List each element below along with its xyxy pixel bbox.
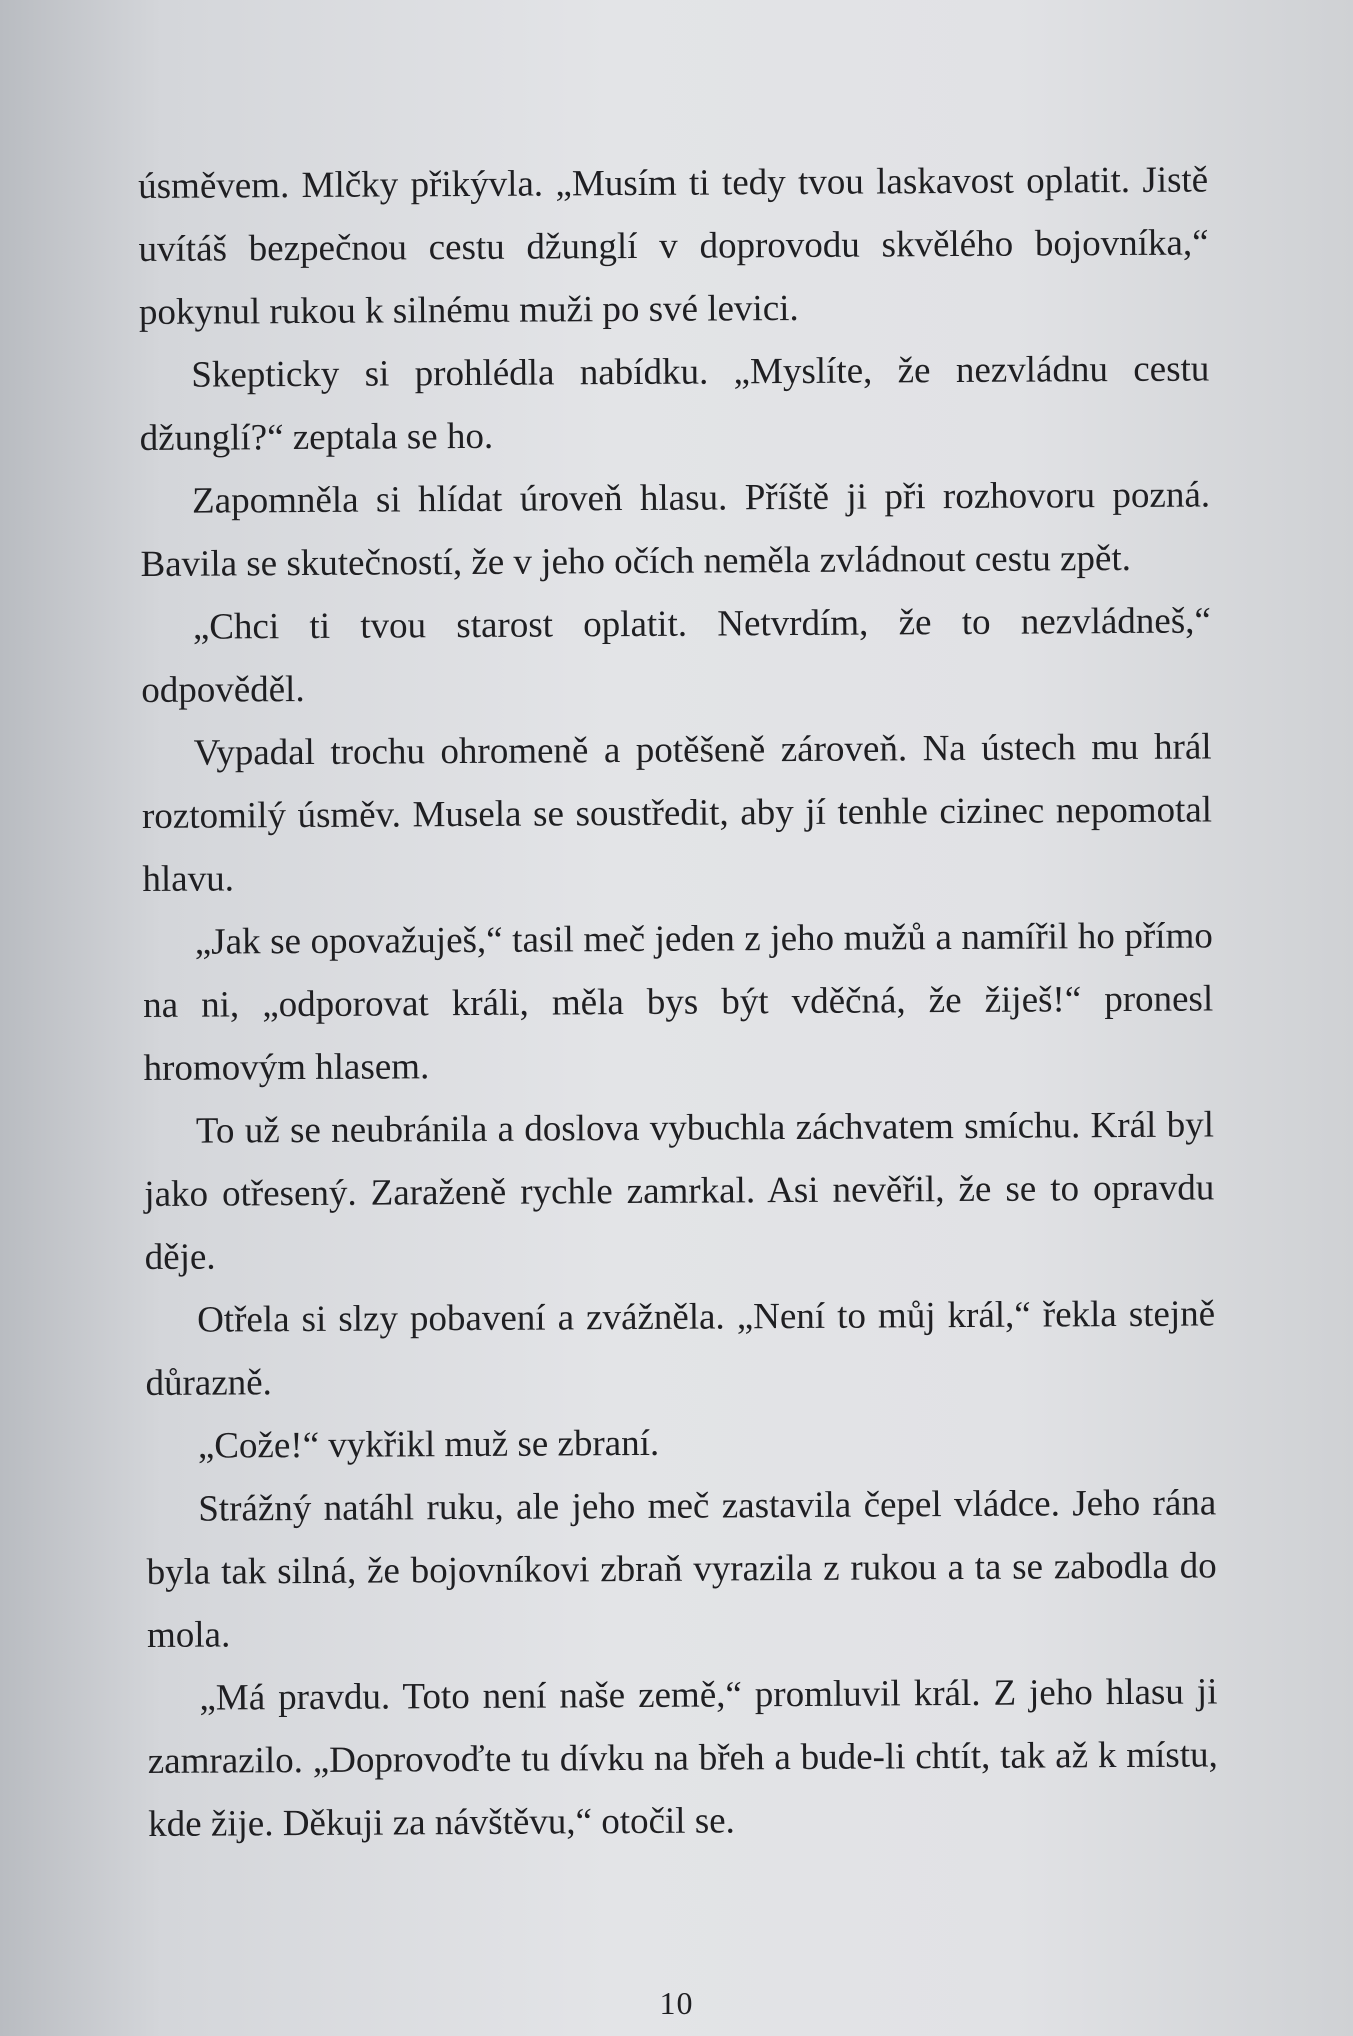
paragraph-7: To už se neubránila a doslova vybuchla záchvatem smíchu. Král byl jako otřesený. Zaraženě rychle zamrkal. Asi nevěřil, že se to opravdu děje. xyxy=(144,1104,1215,1278)
paragraph-5: Vypadal trochu ohromeně a potěšeně zároveň. Na ústech mu hrál roztomilý úsměv. Musela se soustředit, aby jí tenhle cizinec nepomotal hlavu. xyxy=(141,726,1213,900)
paragraph-6: „Jak se opovažuješ,“ tasil meč jeden z jeho mužů a namířil ho přímo na ni, „odporovat králi, měla bys být vděčná, že žiješ!“ pronesl hromovým hlasem. xyxy=(143,915,1214,1089)
paragraph-11: „Má pravdu. Toto není naše země,“ promluvil král. Z jeho hlasu ji zamrazilo. „Doprovoďte tu dívku na břeh a bude-li chtít, tak až k místu, kde žije. Děkuji za návštěvu,“ otočil se. xyxy=(147,1671,1218,1845)
paragraph-8: Otřela si slzy pobavení a zvážněla. „Není to můj král,“ řekla stejně důrazně. xyxy=(145,1293,1216,1404)
body-text xyxy=(138,148,1218,1856)
paragraph-1: úsměvem. Mlčky přikývla. „Musím ti tedy tvou laskavost oplatit. Jistě uvítáš bezpečnou cestu džunglí v doprovodu skvělého bojovníka,“ pokynul rukou k silnému muži po své levici. xyxy=(138,159,1209,333)
paragraph-3: Zapomněla si hlídat úroveň hlasu. Příště ji při rozhovoru pozná. Bavila se skutečností, že v jeho očích neměla zvládnout cestu zpět. xyxy=(140,474,1211,585)
paragraph-9: „Cože!“ vykřikl muž se zbraní. xyxy=(197,1422,660,1467)
page-number: 10 xyxy=(659,1985,694,2021)
paragraph-4: „Chci ti tvou starost oplatit. Netvrdím, že to nezvládneš,“ odpověděl. xyxy=(141,600,1211,711)
paragraph-2: Skepticky si prohlédla nabídku. „Myslíte, že nezvládnu cestu džunglí?“ zeptala se ho. xyxy=(139,348,1210,459)
paragraph-10: Strážný natáhl ruku, ale jeho meč zastavila čepel vládce. Jeho rána byla tak silná, že bojovníkovi zbraň vyrazila z rukou a ta se zabodla do mola. xyxy=(146,1482,1217,1656)
